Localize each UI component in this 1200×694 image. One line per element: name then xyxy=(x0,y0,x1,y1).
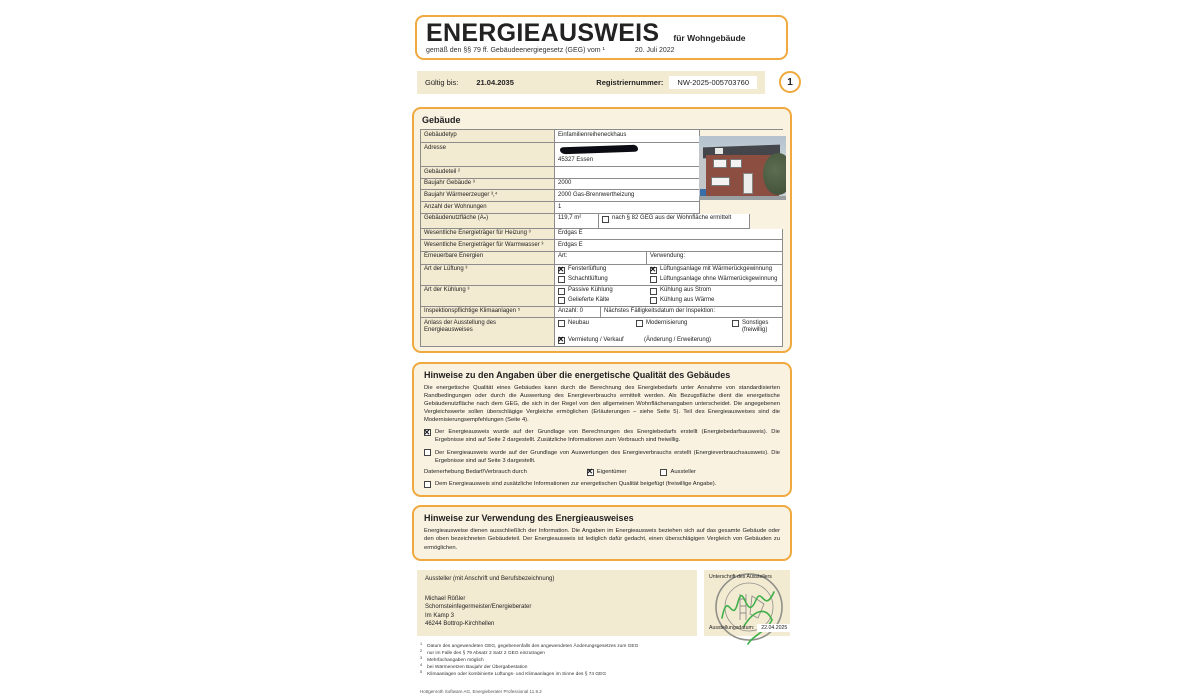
checkbox-owner xyxy=(587,469,627,477)
checkbox-rental-sale xyxy=(558,337,636,345)
row-label: Wesentliche Energieträger für Heizung ³ xyxy=(420,229,554,241)
table-row-renewables xyxy=(420,252,783,265)
checkbox-label: Eigentümer xyxy=(596,468,627,475)
row-value xyxy=(554,167,700,179)
issuer-label: Aussteller (mit Anschrift und Berufsbezeichnung) xyxy=(425,575,555,582)
checkbox-icon xyxy=(558,267,565,274)
checkbox-icon xyxy=(424,481,431,488)
checkbox-label: Passive Kühlung xyxy=(568,287,613,294)
checkbox-passive-cooling xyxy=(558,287,650,295)
row-label: Gebäudenutzfläche (Aₙ) xyxy=(420,214,554,229)
checkbox-cooling-from-electricity xyxy=(650,287,779,295)
checkbox-label: Neubau xyxy=(568,319,590,326)
law-reference: gemäß den §§ 79 ff. Gebäudeenergiegesetz (GEG) vom ¹ xyxy=(426,47,605,55)
building-section xyxy=(412,107,792,353)
checkbox-label: Sonstiges (freiwillig) xyxy=(742,319,769,334)
checkbox-new-build xyxy=(558,320,636,335)
checkbox-label: Lüftungsanlage mit Wärmerückgewinnung xyxy=(660,266,773,273)
energy-certificate-page xyxy=(410,0,810,694)
data-collection-label: Datenerhebung Bedarf/Verbrauch durch xyxy=(424,469,527,476)
photo-window xyxy=(711,177,730,186)
checkbox-icon xyxy=(587,469,594,476)
row-label: Gebäudetyp xyxy=(420,130,554,143)
checkbox-icon xyxy=(424,429,431,436)
checkbox-label: Kühlung aus Wärme xyxy=(660,296,715,303)
footnote-text: bei Wärmenetzen Baujahr der Übergabestation xyxy=(427,665,528,671)
checkbox-icon xyxy=(650,267,657,274)
checkbox-icon xyxy=(558,337,565,344)
checkbox-label: Der Energieausweis wurde auf der Grundlage von Auswertungen des Energieverbrauchs erstellt (Energieverbrauchsausweis). Die Ergebnisse sind auf Seite 3 dargestellt. xyxy=(435,449,780,464)
footnote xyxy=(420,650,810,657)
occasion-options-cell xyxy=(554,318,783,347)
row-label: Erneuerbare Energien xyxy=(420,252,554,265)
table-row-apartments xyxy=(420,202,783,214)
renewables-use-cell: Verwendung: xyxy=(646,252,783,265)
photo-roof-window xyxy=(715,148,724,153)
checkbox-icon xyxy=(602,216,609,223)
registry-number-label: Registriernummer: xyxy=(596,78,664,88)
table-row-energy-source-hot-water xyxy=(420,240,783,252)
footnote-text: Klimaanlagen oder kombinierte Lüftungs- und Klimaanlagen im Sinne des § 74 GEG xyxy=(427,672,607,678)
checkbox-other-voluntary xyxy=(732,320,779,335)
footnote-number: 2 xyxy=(420,648,423,653)
row-label-line2: Energieausweises xyxy=(424,327,473,334)
demand-certificate-item xyxy=(424,428,780,444)
row-value: Einfamilienreiheneckhaus xyxy=(554,130,700,143)
row-value: 119,7 m² xyxy=(554,214,598,229)
row-value: Erdgas E xyxy=(554,229,783,241)
checkbox-floor-area-method xyxy=(602,215,731,223)
table-row-aircon-inspection xyxy=(420,307,783,319)
signature-label: Unterschrift des Ausstellers xyxy=(709,573,772,580)
row-label: Adresse xyxy=(420,143,554,167)
checkbox-cooling-from-heat xyxy=(650,297,779,305)
checkbox-label: Vermietung / Verkauf xyxy=(568,336,624,343)
checkbox-icon xyxy=(558,320,565,327)
checkbox-label: Der Energieausweis wurde auf der Grundlage von Berechnungen des Energiebedarfs erstellt (Energiebedarfsausweis). Die Ergebnisse sind auf Seite 2 dargestellt. Zusätzliche Informationen zum Verbrauch sind freiwillig. xyxy=(435,429,780,444)
row-label: Baujahr Wärmeerzeuger ³,⁴ xyxy=(420,190,554,202)
footnote-number: 3 xyxy=(420,656,423,661)
footnote-number: 4 xyxy=(420,663,423,668)
issue-date: 22.04.2025 xyxy=(757,624,791,632)
software-credit: Hottgenroth Software AG, Energieberater Professional 11.9.2 xyxy=(420,688,542,694)
building-section-title: Gebäude xyxy=(422,115,461,126)
floor-area-method-cell xyxy=(598,214,750,229)
photo-tree xyxy=(763,153,786,195)
checkbox-icon xyxy=(732,320,739,327)
checkbox-ventilation-with-heat-recovery xyxy=(650,266,779,274)
footnote-number: 5 xyxy=(420,670,423,675)
footnote xyxy=(420,657,810,664)
redacted-address-line xyxy=(560,144,638,154)
row-label: Wesentliche Energieträger für Warmwasser ³ xyxy=(420,240,554,252)
table-row-energy-source-heating xyxy=(420,229,783,241)
table-row-occasion xyxy=(420,318,783,347)
checkbox-icon xyxy=(636,320,643,327)
aircon-next-inspection-cell: Nächstes Fälligkeitsdatum der Inspektion: xyxy=(600,307,783,319)
row-label: Baujahr Gebäude ³ xyxy=(420,179,554,191)
checkbox-icon xyxy=(558,288,565,295)
row-value: Erdgas E xyxy=(554,240,783,252)
extra-info-item xyxy=(424,480,780,488)
footnote xyxy=(420,671,810,678)
row-value: 2000 Gas-Brennwertheizung xyxy=(554,190,700,202)
footnote-text: nur im Falle des § 79 Absatz 2 Satz 2 GEG einzutragen xyxy=(427,650,545,656)
certificate-header-box xyxy=(415,15,788,60)
row-label: Inspektionspflichtige Klimaanlagen ⁵ xyxy=(420,307,554,319)
checkbox-icon xyxy=(558,276,565,283)
footnote xyxy=(420,664,810,671)
checkbox-icon xyxy=(660,469,667,476)
checkbox-icon xyxy=(424,449,431,456)
modernisation-note: (Änderung / Erweiterung) xyxy=(644,336,712,343)
usage-paragraph: Energieausweise dienen ausschließlich der Information. Die Angaben im Energieausweis beziehen sich auf das gesamte Gebäude oder den oben bezeichneten Gebäudeteil. Der Energieausweis ist lediglich dafür gedacht, einen überschlägigen Vergleich von Gebäuden zu ermöglichen. xyxy=(424,528,780,551)
cooling-options-cell xyxy=(554,286,783,307)
aircon-count-cell: Anzahl: 0 xyxy=(554,307,600,319)
issue-date-label: Ausstellungsdatum: xyxy=(709,624,755,631)
checkbox-icon xyxy=(558,297,565,304)
consumption-certificate-item xyxy=(424,449,780,465)
registry-number: NW-2025-005703760 xyxy=(669,76,757,89)
validity-bar xyxy=(417,71,765,94)
checkbox-shaft-ventilation xyxy=(558,276,650,284)
checkbox-icon xyxy=(650,276,657,283)
data-collection-row xyxy=(424,469,780,477)
building-photo xyxy=(699,136,786,200)
checkbox-modernisation xyxy=(636,320,732,335)
footnote-text: Mehrfachangaben möglich xyxy=(427,658,484,664)
usage-hints-section xyxy=(412,505,792,560)
photo-window xyxy=(730,159,742,168)
issuer-street: Im Kamp 3 xyxy=(425,612,455,619)
address-city-line: 45327 Essen xyxy=(558,157,594,164)
row-label: Art der Kühlung ³ xyxy=(420,286,554,307)
row-label: Art der Lüftung ³ xyxy=(420,265,554,286)
quality-hints-section xyxy=(412,362,792,498)
checkbox-label: Lüftungsanlage ohne Wärmerückgewinnung xyxy=(660,275,778,282)
footnote-number: 1 xyxy=(420,641,423,646)
quality-section-title: Hinweise zu den Angaben über die energetische Qualität des Gebäudes xyxy=(424,369,731,380)
issuer-name: Michael Rößler xyxy=(425,596,466,603)
checkbox-label: nach § 82 GEG aus der Wohnfläche ermittelt xyxy=(612,215,732,222)
checkbox-label: Kühlung aus Strom xyxy=(660,287,712,294)
row-label: Gebäudeteil ² xyxy=(420,167,554,179)
footnote xyxy=(420,643,810,650)
row-value xyxy=(554,143,700,167)
checkbox-label: Schachtlüftung xyxy=(568,275,608,282)
checkbox-label: Modernisierung xyxy=(646,319,688,326)
valid-until-date: 21.04.2035 xyxy=(476,78,514,88)
row-label-line1: Anlass der Ausstellung des xyxy=(424,319,497,326)
table-row-floor-area xyxy=(420,214,783,229)
checkbox-icon xyxy=(650,288,657,295)
checkbox-label: Dem Energieausweis sind zusätzliche Informationen zur energetischen Qualität beigefügt (freiwillige Angabe). xyxy=(435,481,717,488)
building-type-tag: für Wohngebäude xyxy=(673,33,746,43)
issuer-profession: Schornsteinfegermeister/Energieberater xyxy=(425,604,532,611)
issuer-row xyxy=(417,570,810,636)
checkbox-label: Gelieferte Kälte xyxy=(568,296,610,303)
renewables-kind-cell: Art: xyxy=(554,252,646,265)
table-row-ventilation xyxy=(420,265,783,286)
photo-window xyxy=(713,159,727,168)
table-row-cooling xyxy=(420,286,783,307)
checkbox-window-ventilation xyxy=(558,266,650,274)
photo-ground xyxy=(699,196,786,200)
checkbox-ventilation-without-heat-recovery xyxy=(650,276,779,284)
issuer-city: 46244 Bottrop-Kirchhellen xyxy=(425,621,495,628)
checkbox-icon xyxy=(650,297,657,304)
ventilation-options-cell xyxy=(554,265,783,286)
checkbox-label: Aussteller xyxy=(670,468,696,475)
footnotes xyxy=(420,643,810,679)
page-title: ENERGIEAUSWEIS xyxy=(426,19,660,47)
issuer-box xyxy=(417,570,697,636)
photo-door xyxy=(743,173,753,193)
law-date: 20. Juli 2022 xyxy=(625,47,685,54)
row-value: 2000 xyxy=(554,179,700,191)
quality-intro-paragraph: Die energetische Qualität eines Gebäudes kann durch die Berechnung des Energiebedarfs unter Annahme von standardisierten Randbedingungen oder durch die Auswertung des Energieverbrauchs ermittelt werden. Als Bezugsfläche dient die energetische Gebäudenutzfläche nach dem GEG, die sich in der Regel von den allgemeinen Wohnflächenangaben unterscheidet. Die angegebenen Vergleichswerte sollen überschlägige Vergleiche ermöglichen (Erläuterungen – siehe Seite 5). Teil des Energieausweises sind die Modernisierungsempfehlungen (Seite 4). xyxy=(424,384,780,424)
checkbox-label: Fensterlüftung xyxy=(568,266,607,273)
page-number-badge: 1 xyxy=(779,71,801,93)
issue-date-row xyxy=(709,624,791,632)
valid-until-label: Gültig bis: xyxy=(425,78,459,88)
usage-section-title: Hinweise zur Verwendung des Energieausweises xyxy=(424,513,634,524)
row-value: 1 xyxy=(554,202,700,214)
checkbox-issuer xyxy=(660,469,695,477)
row-label xyxy=(420,318,554,347)
checkbox-delivered-cold xyxy=(558,297,650,305)
footnote-text: Datum des angewendeten GEG, gegebenenfalls des angewendeten Änderungsgesetzes zum GEG xyxy=(427,643,639,649)
signature-box xyxy=(704,570,790,636)
row-label: Anzahl der Wohnungen xyxy=(420,202,554,214)
